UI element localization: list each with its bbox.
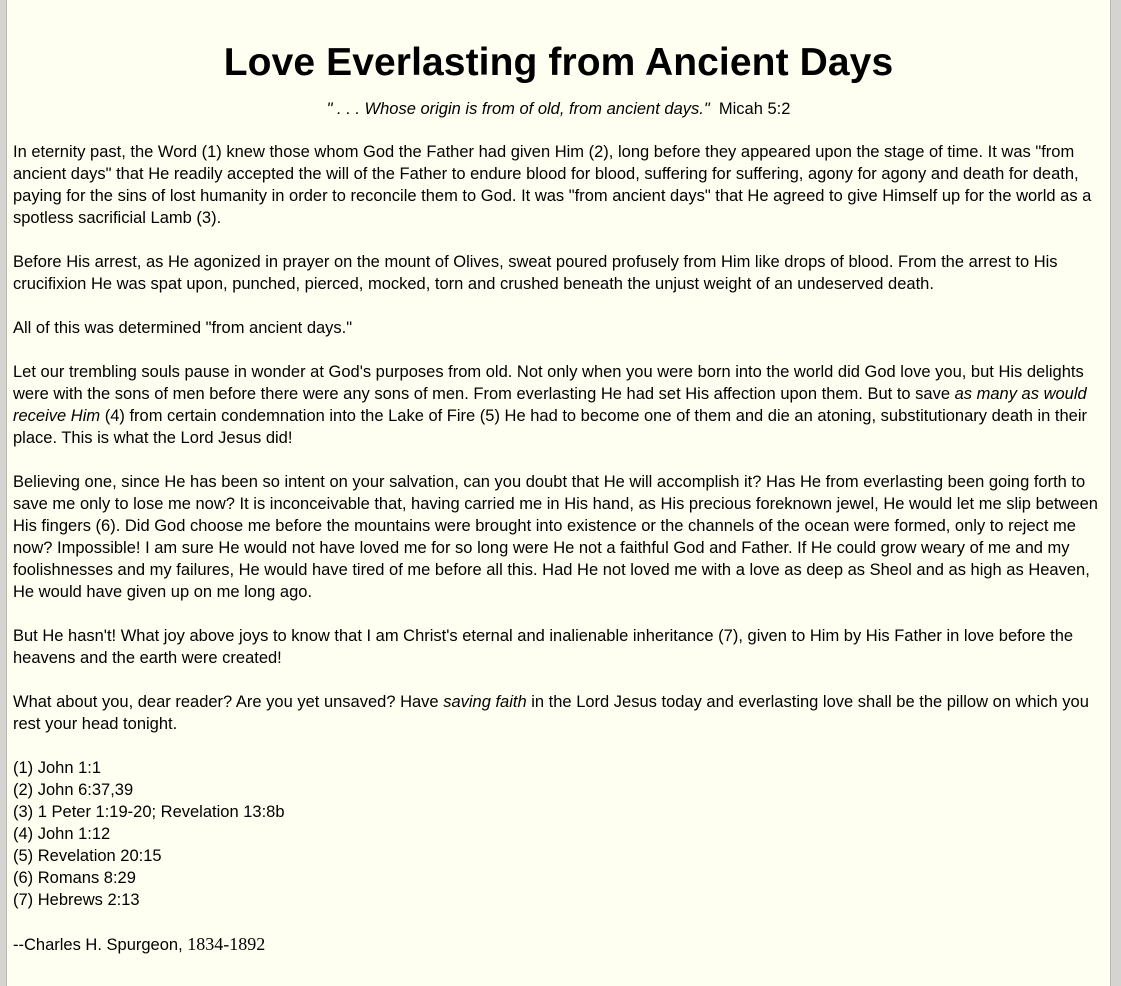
footnote-2: (2) John 6:37,39 <box>13 781 134 799</box>
paragraph-3: All of this was determined "from ancient days." <box>13 319 353 337</box>
paragraph-7-text-after: in the Lord Jesus today and everlasting love shall be the pillow on which you rest your head tonight. <box>13 693 1089 733</box>
paragraph-4-italic: as many as would receive Him <box>13 385 1087 425</box>
document-page <box>6 0 1111 986</box>
footnote-1: (1) John 1:1 <box>13 759 102 777</box>
signature-years: 1834-1892 <box>187 934 266 954</box>
footnote-5: (5) Revelation 20:15 <box>13 847 162 865</box>
signature <box>13 933 1104 956</box>
epigraph-quote: " . . . Whose origin is from of old, from ancient days." <box>326 100 710 118</box>
footnote-3: (3) 1 Peter 1:19-20; Revelation 13:8b <box>13 803 285 821</box>
paragraph-7-italic: saving faith <box>443 693 527 711</box>
footnotes-list <box>13 757 1104 911</box>
paragraph-7 <box>13 691 1104 735</box>
page-title: Love Everlasting from Ancient Days <box>223 41 894 84</box>
footnote-4: (4) John 1:12 <box>13 825 111 843</box>
epigraph <box>13 98 1104 120</box>
footnote-7: (7) Hebrews 2:13 <box>13 891 140 909</box>
paragraph-4-text-after: (4) from certain condemnation into the Lake of Fire (5) He had to become one of them and die an atoning, substitutionary death in their place. This is what the Lord Jesus did! <box>13 407 1088 447</box>
footnote-6: (6) Romans 8:29 <box>13 869 136 887</box>
paragraph-1: In eternity past, the Word (1) knew those whom God the Father had given Him (2), long before they appeared upon the stage of time. It was "from ancient days" that He readily accepted the will of the Father to endure blood for blood, suffering for suffering, agony for agony and death for death, paying for the sins of lost humanity in order to reconcile them to God. It was "from ancient days" that He agreed to give Himself up for the world as a spotless sacrificial Lamb (3). <box>13 143 1092 227</box>
signature-author: --Charles H. Spurgeon, <box>13 936 188 954</box>
paragraph-4-text-before: Let our trembling souls pause in wonder at God's purposes from old. Not only when you were born into the world did God love you, but His delights were with the sons of men before there were any sons of men. From everlasting He had set His affection upon them. But to save <box>13 363 1084 403</box>
paragraph-2: Before His arrest, as He agonized in prayer on the mount of Olives, sweat poured profusely from Him like drops of blood. From the arrest to His crucifixion He was spat upon, punched, pierced, mocked, torn and crushed beneath the unjust weight of an undeserved death. <box>13 253 1058 293</box>
paragraph-7-text-before: What about you, dear reader? Are you yet unsaved? Have <box>13 693 444 711</box>
paragraph-4 <box>13 361 1104 449</box>
paragraph-5: Believing one, since He has been so intent on your salvation, can you doubt that He will accomplish it? Has He from everlasting been going forth to save me only to lose me now? It is inconceivable that, having carried me in His hand, as His precious foreknown jewel, He would let me slip between His fingers (6). Did God choose me before the mountains were brought into existence or the channels of the ocean were formed, only to reject me now? Impossible! I am sure He would not have loved me for so long were He not a faithful God and Father. If He could grow weary of me and my foolishnesses and my failures, He would have tired of me before all this. Had He not loved me with a love as deep as Sheol and as high as Heaven, He would have given up on me long ago. <box>13 473 1098 601</box>
epigraph-reference: Micah 5:2 <box>718 100 791 118</box>
paragraph-6: But He hasn't! What joy above joys to know that I am Christ's eternal and inalienable inheritance (7), given to Him by His Father in love before the heavens and the earth were created! <box>13 627 1074 667</box>
